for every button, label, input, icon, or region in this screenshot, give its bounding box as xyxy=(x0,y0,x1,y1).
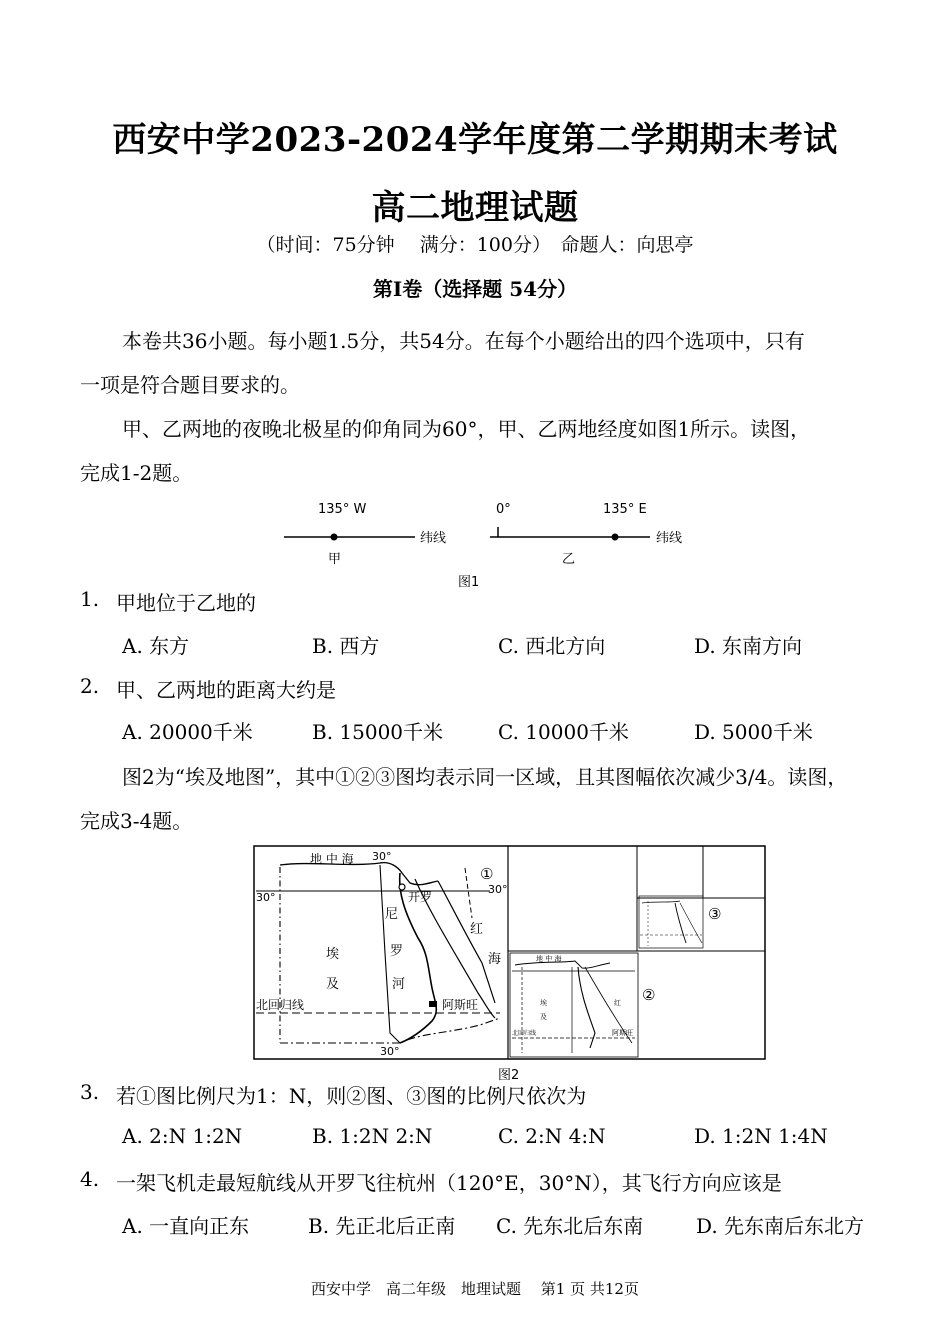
map-2 xyxy=(510,953,655,1057)
map1-red-1: 红 xyxy=(470,922,484,937)
map2-egypt-1: 埃 xyxy=(540,999,547,1007)
page-footer: 西安中学 高二年级 地理试题 第1 页 共12页 xyxy=(311,1280,639,1298)
q4-number: 4. xyxy=(80,1167,100,1191)
q1-option-a[interactable]: A. 东方 xyxy=(122,634,190,658)
map1-lat-right: 30° xyxy=(488,883,508,896)
q2-text: 甲、乙两地的距离大约是 xyxy=(116,678,336,702)
exam-title: 西安中学2023-2024学年度第二学期期末考试 xyxy=(112,120,838,160)
map1-egypt-2: 及 xyxy=(326,977,340,992)
map3-mark: ③ xyxy=(708,905,722,923)
figure1-diagram xyxy=(270,495,710,590)
map1-cairo-label: 开罗 xyxy=(408,890,433,904)
q2-option-b[interactable]: B. 15000千米 xyxy=(312,720,444,744)
exam-subtitle: 高二地理试题 xyxy=(371,188,579,228)
q1-option-d[interactable]: D. 东南方向 xyxy=(694,634,803,658)
map1-nile-2: 罗 xyxy=(390,944,404,959)
q2-option-a[interactable]: A. 20000千米 xyxy=(122,720,253,744)
fig1-right-lon: 135° E xyxy=(603,502,647,517)
map-3 xyxy=(639,896,721,948)
fig1-point-b: 乙 xyxy=(562,552,576,567)
point-jia-marker xyxy=(331,534,338,541)
map1-lat-bottom: 30° xyxy=(380,1045,400,1058)
exam-meta: （时间：75分钟 满分：100分） 命题人：向思亭 xyxy=(256,234,694,256)
fig1-left-lon: 135° W xyxy=(318,502,367,517)
q2-option-c[interactable]: C. 10000千米 xyxy=(498,720,629,744)
q1-option-b[interactable]: B. 西方 xyxy=(312,634,380,658)
map1-aswan-label: 阿斯旺 xyxy=(442,998,479,1012)
fig1-lat-label-1: 纬线 xyxy=(420,531,447,546)
stem1-line-1: 甲、乙两地的夜晚北极星的仰角同为60°，甲、乙两地经度如图1所示。读图， xyxy=(122,417,811,441)
q3-option-c[interactable]: C. 2:N 4:N xyxy=(498,1124,606,1148)
fig2-caption: 图2 xyxy=(498,1068,520,1083)
q4-option-b[interactable]: B. 先正北后正南 xyxy=(308,1214,456,1238)
map2-egypt-2: 及 xyxy=(540,1013,547,1021)
point-yi-marker xyxy=(612,534,619,541)
map1-sea-label: 地 中 海 xyxy=(310,852,354,866)
q2-option-d[interactable]: D. 5000千米 xyxy=(694,720,813,744)
map1-mark: ① xyxy=(480,865,494,883)
q1-number: 1. xyxy=(80,587,100,611)
map1-lat-left: 30° xyxy=(256,891,276,904)
q4-option-a[interactable]: A. 一直向正东 xyxy=(122,1214,250,1238)
q3-option-b[interactable]: B. 1:2N 2:N xyxy=(312,1124,433,1148)
map2-aswan: 阿斯旺 xyxy=(612,1029,633,1037)
figure2-map xyxy=(250,843,770,1083)
q3-text: 若①图比例尺为1：N，则②图、③图的比例尺依次为 xyxy=(116,1084,587,1108)
q4-text: 一架飞机走最短航线从开罗飞往杭州（120°E，30°N），其飞行方向应该是 xyxy=(116,1171,782,1195)
q1-text: 甲地位于乙地的 xyxy=(116,591,256,615)
map1-nile-3: 河 xyxy=(392,977,406,992)
stem2-line-1: 图2为“埃及地图”，其中①②③图均表示同一区域，且其图幅依次减少3/4。读图， xyxy=(122,765,848,789)
map2-red-1: 红 xyxy=(614,999,621,1007)
intro-line-1: 本卷共36小题。每小题1.5分，共54分。在每个小题给出的四个选项中，只有 xyxy=(122,329,805,353)
map2-mark: ② xyxy=(642,986,656,1004)
map-1 xyxy=(256,850,508,1058)
q4-option-c[interactable]: C. 先东北后东南 xyxy=(496,1214,644,1238)
q1-option-c[interactable]: C. 西北方向 xyxy=(498,634,606,658)
map1-egypt-1: 埃 xyxy=(326,947,340,962)
map2-sea-label: 地 中 海 xyxy=(536,955,562,963)
fig1-lat-label-2: 纬线 xyxy=(656,531,683,546)
stem1-line-2: 完成1-2题。 xyxy=(80,461,193,485)
map1-lat-top: 30° xyxy=(372,850,392,863)
map2-tropic: 北回归线 xyxy=(512,1030,537,1037)
map1-nile-1: 尼 xyxy=(385,907,399,922)
q4-option-d[interactable]: D. 先东南后东北方 xyxy=(696,1214,865,1238)
fig1-caption: 图1 xyxy=(458,575,480,590)
fig1-point-a: 甲 xyxy=(328,552,342,567)
map1-red-2: 海 xyxy=(488,952,502,967)
fig1-zero-lon: 0° xyxy=(496,502,511,517)
stem2-line-2: 完成3-4题。 xyxy=(80,809,193,833)
q3-number: 3. xyxy=(80,1080,100,1104)
q2-number: 2. xyxy=(80,674,100,698)
q3-option-a[interactable]: A. 2:N 1:2N xyxy=(122,1124,243,1148)
q3-option-d[interactable]: D. 1:2N 1:4N xyxy=(694,1124,828,1148)
intro-line-2: 一项是符合题目要求的。 xyxy=(80,373,300,397)
map1-tropic-label: 北回归线 xyxy=(256,998,305,1012)
section-heading: 第Ⅰ卷（选择题 54分） xyxy=(372,277,578,301)
